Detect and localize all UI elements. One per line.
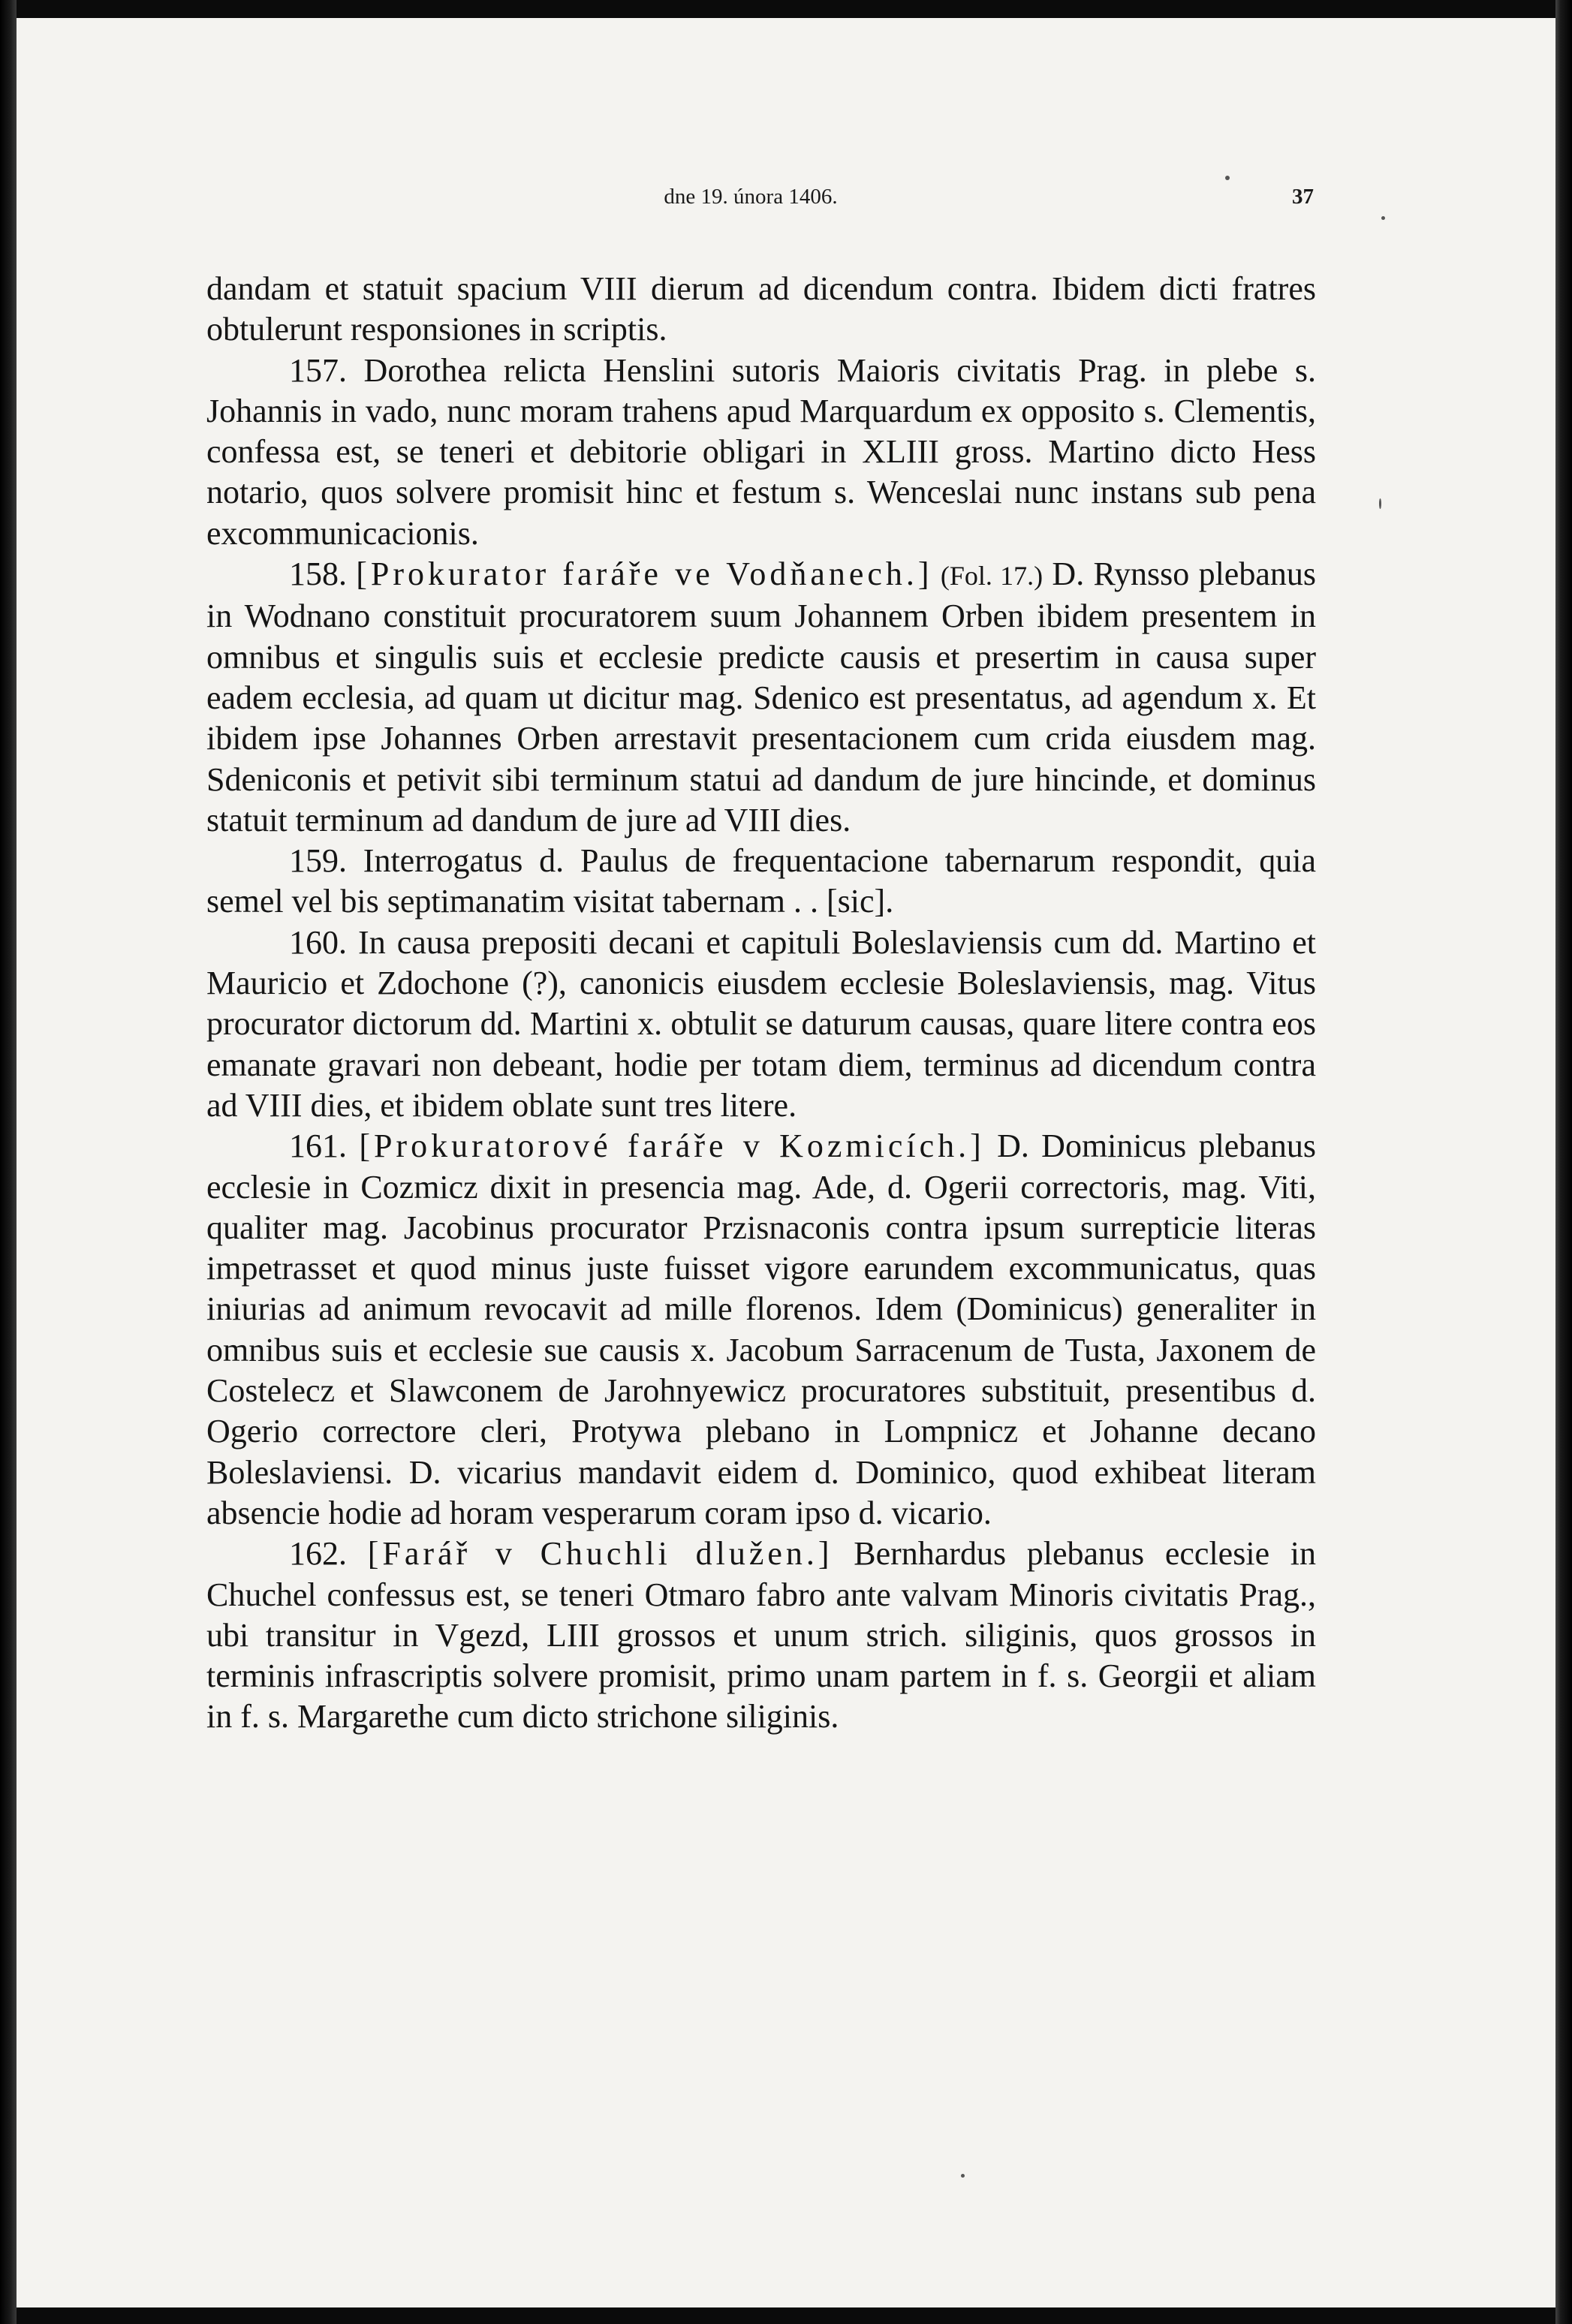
entry-heading: [Farář v Chuchli dlužen.] [367, 1535, 833, 1573]
scan-speck [1381, 216, 1385, 220]
entry-text: D. Dominicus plebanus ecclesie in Cozmicz dixit in presencia mag. Ade, d. Ogerii correctoris, mag. Viti, qualiter mag. Jacobinus procurator Przisnaconis contra ipsum surrepticie literas impetrasset et quod minus juste fuisset vigore earundem excommunicatus, quas iniurias ad animum revocavit ad mille florenos. Idem (Dominicus) generaliter in omnibus suis et ecclesie sue causis x. Jacobum Sarracenum de Tusta, Jaxonem de Costelecz et Slawconem de Jarohnyewicz procuratores substituit, presentibus d. Ogerio correctore cleri, Protywa plebano in Lompnicz et Johanne decano Boleslaviensi. D. vicarius mandavit eidem d. Dominico, quod exhibeat literam absencie hodie ad horam vesperarum coram ipso d. vicario. [206, 1127, 1316, 1531]
folio-reference: (Fol. 17.) [932, 561, 1043, 592]
scan-speck [961, 2174, 965, 2178]
scan-border-left [0, 0, 17, 2324]
running-title: dne 19. února 1406. [664, 185, 838, 209]
entry-number: 162. [289, 1535, 368, 1573]
entry-160: 160. In causa prepositi decani et capituli Boleslaviensis cum dd. Martino et Mauricio et Zdochone (?), canonicis eiusdem ecclesie Boleslaviensis, mag. Vitus procurator dictorum dd. Martini x. obtulit se daturum causas, quare litere contra eos emanate gravari non debeant, hodie per totam diem, terminus ad dicendum contra ad VIII dies, et ibidem oblate sunt tres litere. [206, 923, 1316, 1124]
entry-159: 159. Interrogatus d. Paulus de frequentacione tabernarum respondit, quia semel vel bis septimanatim visitat tabernam . . [sic]. [206, 842, 1316, 920]
entry-number: 161. [289, 1127, 360, 1165]
entry-heading: [Prokuratorové faráře v Kozmicích.] [359, 1127, 985, 1165]
page-number: 37 [1292, 185, 1314, 209]
paragraph-continuation: dandam et statuit spacium VIII dierum ad dicendum contra. Ibidem dicti fratres obtulerunt responsiones in scriptis. [206, 270, 1316, 348]
page-header [188, 185, 1314, 230]
entry-162 [206, 1534, 1316, 1737]
entry-number: 158. [289, 555, 357, 593]
scan-speck [1225, 176, 1230, 180]
scan-border-right [1555, 0, 1572, 2324]
entry-161 [206, 1126, 1316, 1534]
entry-text: Bernhardus plebanus ecclesie in Chuchel confessus est, se teneri Otmaro fabro ante valvam Minoris civitatis Prag., ubi transitur in Vgezd, LIII grossos et unum strich. siliginis, quos grossos in terminis infrascriptis solvere promisit, primo unam partem in f. s. Georgii et aliam in f. s. Margarethe cum dicto strichone siliginis. [206, 1535, 1317, 1735]
entry-158 [206, 554, 1316, 841]
entry-157: 157. Dorothea relicta Henslini sutoris Maioris civitatis Prag. in plebe s. Johannis in vado, nunc moram trahens apud Marquardum ex opposito s. Clementis, confessa est, se teneri et debitorie obligari in XLIII gross. Martino dicto Hess notario, quos solvere promisit hinc et festum s. Wenceslai nunc instans sub pena excommunicacionis. [206, 351, 1316, 552]
entry-text: D. Rynsso plebanus in Wodnano constituit procuratorem suum Johannem Orben ibidem presentem in omnibus et singulis suis et ecclesie predicte causis et presertim in causa super eadem ecclesia, ad quam ut dicitur mag. Sdenico est presentatus, ad agendum x. Et ibidem ipse Johannes Orben arrestavit presentacionem cum crida eiusdem mag. Sdeniconis et petivit sibi terminum statui ad dandum de jure hincinde, et dominus statuit terminum ad dandum de jure ad VIII dies. [206, 555, 1316, 838]
scan-speck [1379, 498, 1381, 509]
page-body [206, 269, 1316, 1738]
entry-heading: [Prokurator faráře ve Vodňanech.] [356, 555, 933, 593]
